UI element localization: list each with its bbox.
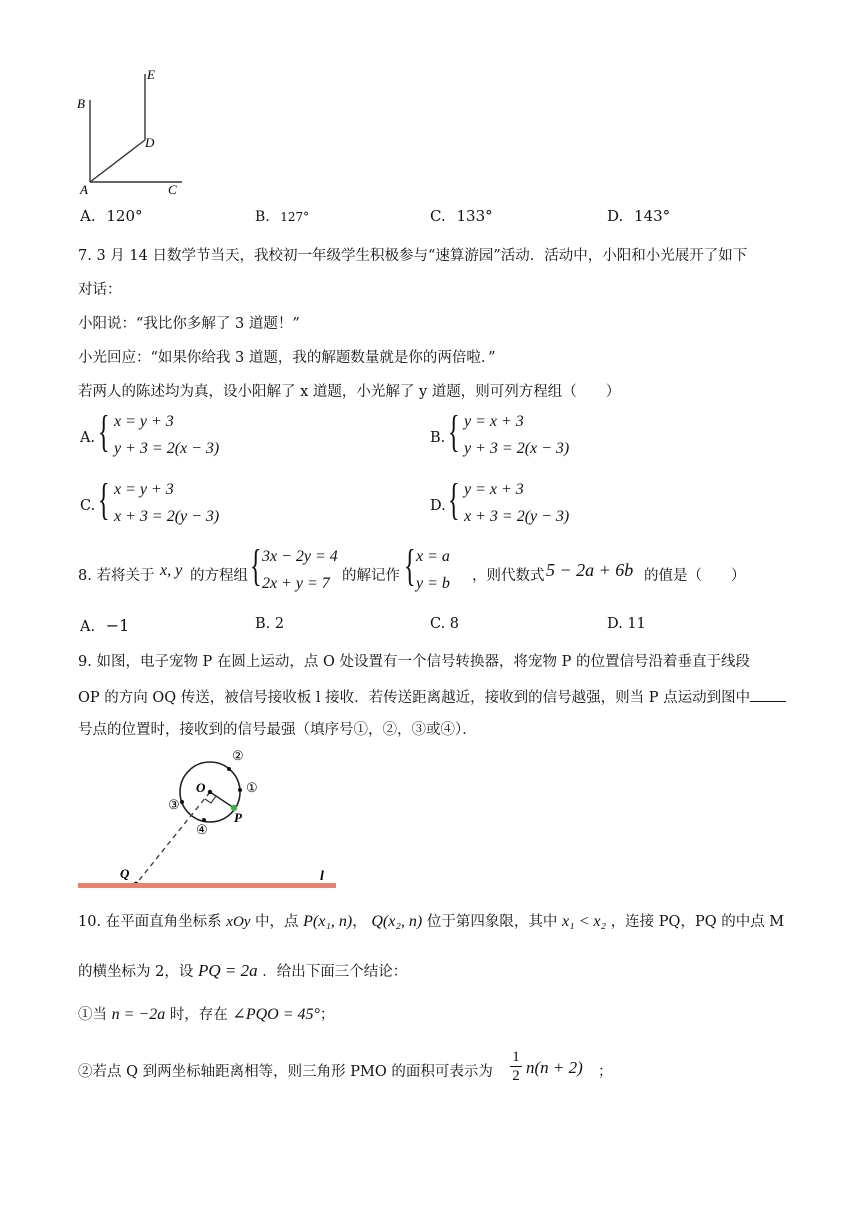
q9-figure [70,742,350,894]
q10-text: ，连接 PQ，PQ 的中点 M [610,914,785,930]
option-text: −1 [105,616,130,635]
brace: { [448,475,460,524]
q7-stem-line1: 7. 3 月 14 日数学节当天，我校初一年级学生积极参与“速算游园”活动．活动中，小阳和小光展开了如下 [78,248,748,264]
option-letter: C. [430,616,446,632]
label-o: O [196,780,206,795]
brace: { [404,541,416,590]
equation-1: y = x + 3 [464,481,524,498]
q8-text-3: 的解记作 [342,568,400,584]
q7-dialog-1: 小阳说：“我比你多解了 3 道题！” [78,316,300,332]
q10-condition: x₁ < x₂ [561,913,607,930]
q10-text: ①当 [78,1007,107,1023]
q8-text-5: 的值是（ ） [644,568,746,584]
equation-1: x = y + 3 [114,481,174,498]
q10-text: ； [598,1064,613,1080]
q8-text-2: 的方程组 [190,568,248,584]
equation-2: x + 3 = 2(y − 3) [114,508,220,525]
option-text: 8 [449,616,460,632]
label-q: Q [120,866,130,881]
q8-solution-eq1: x = a [416,548,450,565]
q9-line2 [78,686,786,707]
q9-line3: 号点的位置时，接收到的信号最强（填序号①，②，③或④）． [78,722,477,738]
q10-text: 10. 在平面直角坐标系 [78,914,222,930]
option-letter: D. [607,207,624,225]
segment-ad [90,140,145,182]
q10-text: 时，存在 [169,1007,228,1023]
q6-option-b [255,209,309,225]
q8-option-a [80,616,129,635]
label-4: ④ [196,822,208,837]
label-p: P [234,810,242,825]
brace: { [98,475,110,524]
q10-text: 中，点 [255,914,299,930]
label-b: B [77,96,85,111]
option-text: 133° [456,207,493,225]
brace: { [250,541,262,590]
option-text: 2 [274,616,285,632]
brace: { [448,407,460,456]
receiver-board-l [78,883,336,888]
fraction-denominator: 2 [512,1068,520,1084]
q6-figure [70,62,190,197]
q9-line1: 9. 如图，电子宠物 P 在圆上运动，点 O 处设置有一个信号转换器，将宠物 P 的位置信号沿着垂直于线段 [78,654,750,670]
q10-angle: ∠PQO = 45° [232,1006,320,1023]
option-letter: B. [255,209,270,225]
equation-1: y = x + 3 [464,413,524,430]
q6-option-c [430,207,493,225]
point-3 [180,800,184,804]
q10-area-expression: n(n + 2) [526,1058,583,1077]
brace: { [98,407,110,456]
fraction [510,1048,522,1085]
q6-option-a [80,207,143,225]
label-2: ② [232,748,244,763]
label-3: ③ [168,797,180,812]
q10-pq: PQ = 2a [197,961,258,980]
label-c: C [168,182,177,197]
q8-text-4: ，则代数式 [472,568,545,584]
option-letter: D. [607,616,623,632]
q8-system-eq1: 3x − 2y = 4 [262,548,338,565]
q8-vars: x, y [160,562,183,579]
equation-2: y + 3 = 2(x − 3) [464,440,570,457]
q9-line2-text: OP 的方向 OQ 传送，被信号接收板 l 接收．若传送距离越近，接收到的信号越强，则当 P 点运动到图中 [78,690,751,706]
q10-xoy: xOy [226,914,251,930]
option-letter: B. [255,616,271,632]
option-letter: C. [80,498,96,514]
q10-text: ．给出下面三个结论： [262,964,408,980]
q10-text: ； [319,1007,335,1023]
point-1 [238,788,242,792]
q8-solution-eq2: y = b [416,575,450,592]
option-text: 143° [634,207,671,225]
equation-2: y + 3 = 2(x − 3) [114,440,220,457]
q8-expression: 5 − 2a + 6b [546,560,634,580]
q8-stem [78,541,858,604]
q8-system-eq2: 2x + y = 7 [262,575,330,592]
point-o [208,790,212,794]
q7-question: 若两人的陈述均为真，设小阳解了 x 道题，小光解了 y 道题，则可列方程组（ ） [78,384,621,400]
option-letter: A. [80,207,96,225]
option-letter: D. [430,498,446,514]
q10-text: 的横坐标为 2，设 [78,964,194,980]
q7-dialog-2: 小光回应：“如果你给我 3 道题，我的解题数量就是你的两倍啦．” [78,350,496,366]
option-letter: B. [430,430,446,446]
q10-line1: 10. 在平面直角坐标系 xOy 中，点 P(x₁, n)， Q(x₂, n) 位于第四象限，其中 x₁ < x₂ ，连接 PQ，PQ 的中点 M [78,913,785,930]
q10-conclusion-2 [78,1048,838,1092]
q8-text-1: 8. 若将关于 [78,568,155,584]
option-text: 120° [106,207,143,225]
option-letter: C. [430,207,446,225]
q10-point-q: Q(x₂, n) [371,913,423,930]
answer-blank[interactable] [750,687,786,702]
equation-2: x + 3 = 2(y − 3) [464,508,570,525]
q8-option-c [430,616,459,632]
q10-text: ②若点 Q 到两坐标轴距离相等，则三角形 PMO 的面积可表示为 [78,1064,493,1080]
option-letter: A. [80,430,96,446]
equation-1: x = y + 3 [114,413,174,430]
label-e: E [147,67,155,82]
fraction-numerator: 1 [510,1048,522,1067]
label-d: D [145,135,155,150]
q8-option-b [255,616,284,632]
q6-option-d [607,207,670,225]
label-l: l [320,869,324,884]
option-text: 127° [280,210,310,224]
q10-point-p: P(x₁, n) [303,913,353,930]
label-1: ① [246,780,258,795]
q10-conclusion-1 [78,1003,334,1024]
q10-line2 [78,960,407,981]
q10-n-value: n = −2a [111,1006,166,1023]
right-angle-mark [205,796,216,803]
q8-option-d [607,616,646,632]
q7-stem-line2: 对话： [78,282,122,298]
q10-text: 位于第四象限，其中 [426,914,558,930]
point-2 [227,767,231,771]
label-a: A [80,182,88,197]
option-text: 11 [627,616,646,632]
option-letter: A. [80,619,96,635]
